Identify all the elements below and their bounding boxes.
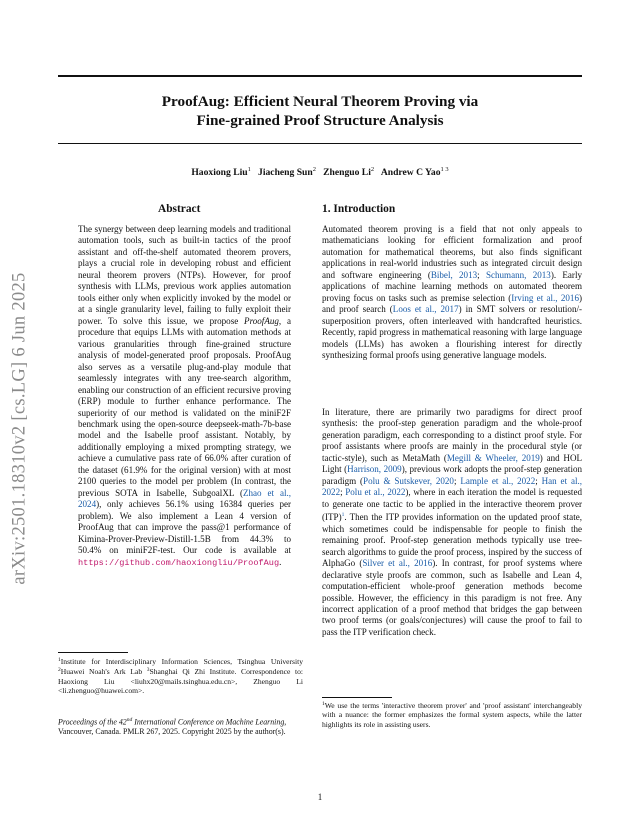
author-affiliation: 2 (370, 166, 375, 173)
body-text: ; (453, 475, 461, 486)
abstract-body (78, 224, 291, 569)
author-affiliation: 2 (312, 166, 316, 173)
intro-paragraph-2 (322, 407, 582, 638)
title-bottom-rule (58, 143, 582, 144)
intro-paragraph-1 (322, 224, 582, 362)
citation-link[interactable]: Lample et al., 2022 (460, 475, 536, 486)
body-text: ). In contrast, for proof systems where declarative style proofs are common, such as Isabelle and Lean 4, computation-efficient whole-proof generation methods become possible. However, the efficiency in this paradigm is not free. Any incorrect application of a proof method that bridges the gap between two proof terms (or goals/conjectures) will cause the proof to fail to pass the ITP verification check. (322, 558, 582, 637)
author-affiliation: 1 3 (440, 166, 449, 173)
citation-link[interactable]: Bibel, 2013 (430, 269, 478, 280)
proceedings-italic: International Conference on Machine Learning (132, 717, 285, 727)
citation-link[interactable]: Han et al., 2022 (322, 475, 583, 498)
top-rule (58, 75, 582, 77)
footnote-1: $^1$We use the terms 'interactive theorem prover' and 'proof assistant' interchangeably with a nuance: the former emphasizes the formal system aspects, while the latter highlights its role in assisting users. (322, 701, 582, 729)
body-text: In literature, there are primarily two paradigms for direct proof synthesis: the proof-step generation paradigm and the whole-proof generation paradigm, each corresponding to a distinct proof style. For proof assistants where proofs are mainly in the procedural style (or tactic-style), such as MetaMath ( (322, 407, 582, 463)
body-text: ) and proof search ( (322, 292, 582, 315)
citation-link[interactable]: Harrison, 2009 (347, 464, 402, 475)
citation-link[interactable]: Zhao et al., 2024 (78, 487, 291, 510)
citation-link[interactable]: Polu & Sutskever, 2020 (363, 475, 454, 486)
abstract-text: The synergy between deep learning models and traditional automation tools, such as built-in tactics of the proof assistant and off-the-shelf automated theorem provers, plays a crucial role in developing robust and efficient neural theorem provers (NTPs). However, for proof synthesis with LLMs, previous work applies automation tools either only when explicitly invoked by the model or at a single granularity level, failing to fully exploit their power. To solve this issue, we propose (78, 224, 291, 326)
intro-heading: 1. Introduction (322, 203, 396, 215)
proceedings-text: , Vancouver, Canada. PMLR 267, 2025. Copyright 2025 by the author(s). (58, 717, 287, 737)
proceedings-sup: nd (126, 717, 133, 723)
footnote-text: We use the terms 'interactive theorem prover' and 'proof assistant' interchangeably with a nuance: the former emphasizes the formal system aspects, while the latter highlights its role in assisting users. (322, 701, 582, 729)
author-affiliation: 1 (247, 166, 251, 173)
affiliation-footnote: $^1$Institute for Interdisciplinary Information Sciences, Tsinghua University $^2$Huawei Noah's Ark Lab $^3$Shanghai Qi Zhi Institute. Correspondence to: Haoxiong Liu <liuhx20@mails.tsinghua.edu.cn>, Zhenguo Li <li.zhenguo@huawei.com>. (58, 657, 303, 695)
footnote-text: Huawei Noah's Ark Lab (60, 667, 147, 677)
proceedings-italic: Proceedings of the 42 (58, 717, 127, 727)
author-name: Haoxiong Liu (191, 167, 248, 178)
title-line-1: ProofAug: Efficient Neural Theorem Proving via (161, 93, 479, 110)
body-text: . Then the ITP provides information on the updated proof state, which sometimes could be indispensable for people to finish the remaining proof. Proof-step generation methods typically use tree-search algorithms to guide the proof process, inspired by the success of AlphaGo ( (322, 512, 582, 569)
paper-title (58, 92, 582, 130)
citation-link[interactable]: Silver et al., 2016 (362, 558, 433, 569)
footnote-text: Institute for Interdisciplinary Information Sciences, Tsinghua University (60, 657, 303, 666)
code-url-link[interactable]: https://github.com/haoxiongliu/ProofAug (78, 557, 280, 568)
body-text: Automated theorem proving is a field that not only appeals to mathematicians looking for efficient formalization and proof automation for mathematical theorems, but also finds significant applications in real-world industries such as integrated circuit design and software engineering ( (322, 224, 582, 280)
abstract-text: . (279, 556, 282, 567)
footnote-marker[interactable]: 1 (341, 512, 345, 519)
citation-link[interactable]: Irving et al., 2016 (511, 292, 579, 303)
author-name: Zhenguo Li (323, 167, 371, 178)
body-text: ), previous work adopts the proof-step generation paradigm ( (322, 464, 582, 486)
method-name: ProofAug (244, 315, 279, 326)
body-text: ) in SMT solvers or resolution/-superposition provers, often interleaved with handcrafted heuristics. Recently, rapid progress in mathematical reasoning with large language models (LLMs) has awoken a flourishing interest for directly synthesizing formal proofs using generative language models. (322, 304, 582, 361)
citation-link[interactable]: Megill & Wheeler, 2019 (446, 452, 540, 463)
abstract-heading: Abstract (158, 203, 201, 215)
body-text: ; (535, 475, 542, 486)
body-text: ). Early applications of machine learning methods on automated theorem proving focus on tasks such as premise selection ( (322, 269, 582, 303)
body-text: ; (340, 487, 346, 498)
footnote-rule (58, 652, 128, 653)
title-line-2: Fine-grained Proof Structure Analysis (196, 112, 444, 129)
citation-link[interactable]: Loos et al., 2017 (392, 304, 459, 315)
abstract-text: , a procedure that equips LLMs with automation methods at various granularities through fine-grained structure analysis of model-generated proof proposals. ProofAug also serves as a versatile plug-and-play module that seamlessly integrates with any tree-search algorithm, enabling our construction of an efficient recursive proving (ERP) module to further enhance performance. The superiority of our method is validated on the miniF2F benchmark using the open-source deepseek-math-7b-base model and the Isabelle proof assistant. Notably, by additionally employing a mixed prompting strategy, we achieve a cumulative pass rate of 66.0% after curation of the dataset (61.9% for the original version) with at most 2100 queries to the model per problem (In contrast, the previous SOTA in Isabelle, SubgoalXL ( (78, 315, 291, 498)
citation-link[interactable]: Schumann, 2013 (485, 269, 551, 280)
citation-link[interactable]: Polu et al., 2022 (345, 487, 406, 498)
body-text: ), where in each iteration the model is requested to generate one tactic to be applied in the interactive theorem prover (ITP) (322, 487, 582, 523)
body-text: ; (477, 269, 486, 280)
arxiv-identifier: arXiv:2501.18310v2 [cs.LG] 6 Jun 2025 (9, 272, 30, 585)
footnote-text: Shanghai Qi Zhi Institute. Correspondence to: Haoxiong Liu <liuhx20@mails.tsinghua.edu.cn>, Zhenguo Li <li.zhenguo@huawei.com>. (58, 667, 303, 695)
body-text: ) and HOL Light ( (322, 452, 582, 475)
proceedings-note (58, 716, 303, 737)
author-name: Jiacheng Sun (258, 167, 313, 178)
author-name: Andrew C Yao (380, 167, 441, 178)
abstract-text: ), only achieves 56.1% using 16384 queries per problem). We also implement a Lean 4 version of ProofAug that can improve the pass@1 performance of Kimina-Prover-Preview-Distill-1.5B from 44.3% to 50.4% on miniF2F-test. Our code is available at (78, 499, 291, 556)
footnote-rule (322, 697, 392, 698)
author-list (58, 166, 582, 178)
page-number: 1 (317, 792, 323, 802)
